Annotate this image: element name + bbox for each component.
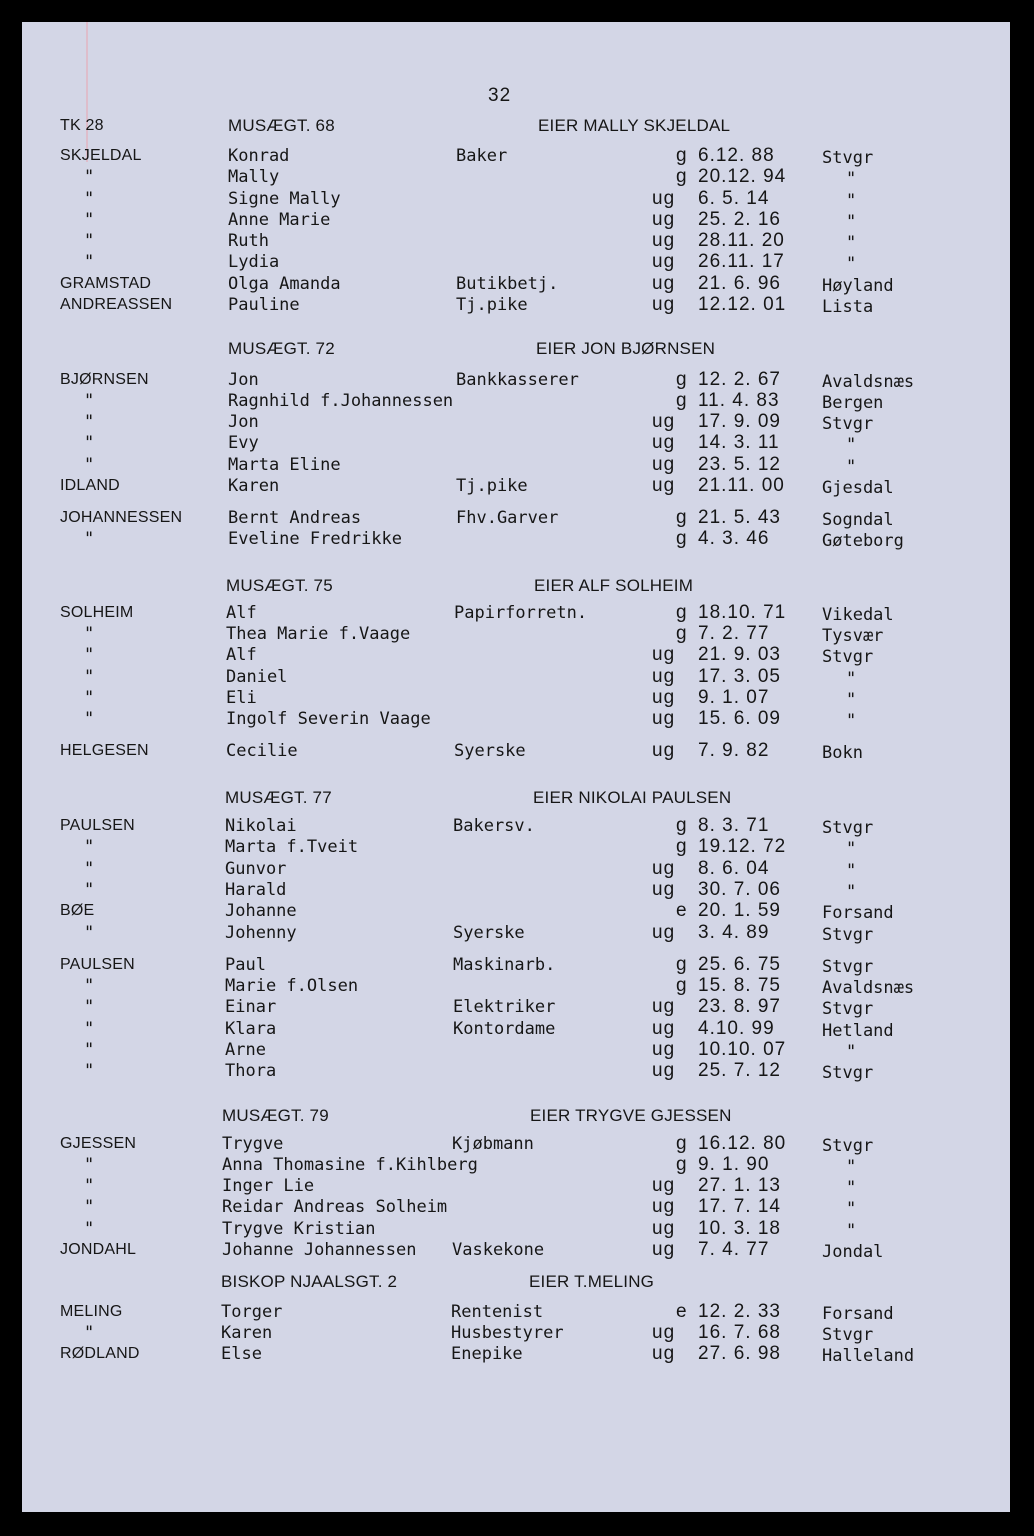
birthplace: Stvgr	[822, 999, 874, 1019]
birthplace: "	[846, 191, 857, 211]
surname: MELING	[60, 1303, 123, 1320]
given-name: Gunvor	[225, 859, 287, 879]
marital-status: ug	[652, 996, 676, 1017]
birth-date: 6. 5. 14	[698, 188, 770, 209]
birthplace: "	[846, 1178, 857, 1198]
given-name: Johanne	[225, 901, 297, 921]
marital-status: g	[676, 975, 688, 996]
birth-date: 12.12. 01	[698, 294, 787, 315]
owner-heading: EIER NIKOLAI PAULSEN	[533, 788, 732, 807]
birthplace: Stvgr	[822, 647, 874, 667]
given-name: Anne Marie	[228, 210, 331, 230]
given-name: Einar	[225, 997, 277, 1017]
birthplace: Lista	[822, 297, 874, 317]
surname: "	[84, 455, 95, 475]
surname: "	[84, 412, 95, 432]
birthplace: Tysvær	[822, 626, 884, 646]
birthplace: Stvgr	[822, 1325, 874, 1345]
marital-status: ug	[652, 644, 676, 665]
birthplace: Avaldsnæs	[822, 978, 915, 998]
owner-heading: EIER MALLY SKJELDAL	[538, 116, 731, 135]
birthplace: Vikedal	[822, 605, 894, 625]
birth-date: 21. 5. 43	[698, 507, 781, 528]
surname: "	[84, 688, 95, 708]
surname: "	[84, 1019, 95, 1039]
marital-status: ug	[652, 475, 676, 496]
occupation: Maskinarb.	[453, 955, 556, 975]
marital-status: g	[676, 815, 688, 836]
given-name: Jon	[228, 370, 259, 390]
birthplace: "	[846, 457, 857, 477]
marital-status: g	[676, 836, 688, 857]
marital-status: ug	[652, 411, 676, 432]
birth-date: 26.11. 17	[698, 251, 785, 272]
birth-date: 20. 1. 59	[698, 900, 781, 921]
owner-heading: EIER T.MELING	[529, 1272, 655, 1291]
birthplace: Stvgr	[822, 818, 874, 838]
given-name: Ruth	[228, 231, 269, 251]
birth-date: 7. 9. 82	[698, 740, 770, 761]
given-name: Pauline	[228, 295, 300, 315]
birthplace: Stvgr	[822, 414, 874, 434]
given-name: Harald	[225, 880, 287, 900]
given-name: Karen	[228, 476, 280, 496]
address-heading: MUSÆGT. 75	[226, 576, 333, 595]
marital-status: ug	[652, 879, 676, 900]
occupation: Fhv.Garver	[456, 508, 559, 528]
surname: PAULSEN	[60, 956, 135, 973]
birthplace: Stvgr	[822, 148, 874, 168]
birthplace: Bokn	[822, 743, 863, 763]
given-name: Johanne Johannessen	[222, 1240, 417, 1260]
marital-status: ug	[652, 432, 676, 453]
surname: "	[84, 1197, 95, 1217]
surname: "	[84, 252, 95, 272]
marital-status: ug	[652, 1218, 676, 1239]
given-name: Alf	[226, 645, 257, 665]
occupation: Bankkasserer	[456, 370, 579, 390]
given-name: Marta Eline	[228, 455, 341, 475]
surname: IDLAND	[60, 477, 120, 494]
marital-status: g	[676, 1133, 688, 1154]
birth-date: 17. 7. 14	[698, 1196, 781, 1217]
birthplace: Stvgr	[822, 957, 874, 977]
marital-status: e	[676, 1301, 688, 1322]
surname: BØE	[60, 902, 95, 919]
marital-status: ug	[652, 1322, 676, 1343]
surname: SKJELDAL	[60, 147, 142, 164]
given-name: Marta f.Tveit	[225, 837, 359, 857]
birth-date: 21. 9. 03	[698, 644, 781, 665]
birth-date: 17. 9. 09	[698, 411, 781, 432]
given-name: Karen	[221, 1323, 273, 1343]
marital-status: ug	[652, 188, 676, 209]
birth-date: 7. 2. 77	[698, 623, 770, 644]
surname: "	[84, 645, 95, 665]
birth-date: 7. 4. 77	[698, 1239, 770, 1260]
surname: "	[84, 1219, 95, 1239]
marital-status: g	[676, 166, 688, 187]
given-name: Thora	[225, 1061, 277, 1081]
owner-heading: EIER TRYGVE GJESSEN	[530, 1106, 732, 1125]
document-page	[22, 22, 1010, 1512]
birth-date: 27. 6. 98	[698, 1343, 781, 1364]
surname: JOHANNESSEN	[60, 509, 183, 526]
surname: "	[84, 433, 95, 453]
birth-date: 10. 3. 18	[698, 1218, 781, 1239]
given-name: Reidar Andreas Solheim	[222, 1197, 448, 1217]
birth-date: 21. 6. 96	[698, 273, 781, 294]
surname: "	[84, 997, 95, 1017]
birth-date: 12. 2. 33	[698, 1301, 781, 1322]
given-name: Anna Thomasine f.Kihlberg	[222, 1155, 478, 1175]
marital-status: ug	[652, 858, 676, 879]
page-number: 32	[488, 85, 512, 106]
occupation: Bakersv.	[453, 816, 535, 836]
marital-status: ug	[652, 251, 676, 272]
given-name: Bernt Andreas	[228, 508, 362, 528]
birthplace: "	[846, 1221, 857, 1241]
birthplace: Bergen	[822, 393, 884, 413]
birthplace: Forsand	[822, 1304, 894, 1324]
given-name: Trygve	[222, 1134, 284, 1154]
given-name: Trygve Kristian	[222, 1219, 376, 1239]
surname: "	[84, 837, 95, 857]
birth-date: 6.12. 88	[698, 145, 775, 166]
surname: "	[84, 1323, 95, 1343]
birthplace: "	[846, 254, 857, 274]
given-name: Nikolai	[225, 816, 297, 836]
surname: "	[84, 624, 95, 644]
occupation: Butikbetj.	[456, 274, 559, 294]
occupation: Papirforretn.	[454, 603, 588, 623]
birth-date: 15. 6. 09	[698, 708, 781, 729]
birthplace: Avaldsnæs	[822, 372, 915, 392]
surname: "	[84, 667, 95, 687]
birth-date: 23. 8. 97	[698, 996, 781, 1017]
marital-status: g	[676, 507, 688, 528]
given-name: Torger	[221, 1302, 283, 1322]
birthplace: Gjesdal	[822, 478, 894, 498]
surname: GRAMSTAD	[60, 275, 152, 292]
surname: ANDREASSEN	[60, 296, 173, 313]
given-name: Inger Lie	[222, 1176, 315, 1196]
margin-rule	[86, 22, 88, 162]
birth-date: 16.12. 80	[698, 1133, 787, 1154]
marital-status: ug	[652, 209, 676, 230]
given-name: Else	[221, 1344, 262, 1364]
surname: RØDLAND	[60, 1345, 140, 1362]
surname: "	[84, 189, 95, 209]
given-name: Lydia	[228, 252, 280, 272]
birth-date: 11. 4. 83	[698, 390, 780, 411]
occupation: Syerske	[454, 741, 526, 761]
birth-date: 9. 1. 90	[698, 1154, 770, 1175]
surname: SOLHEIM	[60, 604, 134, 621]
birthplace: Stvgr	[822, 1136, 874, 1156]
given-name: Olga Amanda	[228, 274, 341, 294]
given-name: Jon	[228, 412, 259, 432]
occupation: Tj.pike	[456, 476, 528, 496]
occupation: Rentenist	[451, 1302, 544, 1322]
given-name: Ragnhild f.Johannessen	[228, 391, 454, 411]
marital-status: ug	[652, 294, 676, 315]
given-name: Cecilie	[226, 741, 298, 761]
surname: BJØRNSEN	[60, 371, 149, 388]
birth-date: 30. 7. 06	[698, 879, 781, 900]
marital-status: ug	[652, 666, 676, 687]
birth-date: 16. 7. 68	[698, 1322, 781, 1343]
marital-status: e	[676, 900, 688, 921]
marital-status: ug	[652, 1196, 676, 1217]
owner-heading: EIER JON BJØRNSEN	[536, 339, 716, 358]
birthplace: Jondal	[822, 1242, 884, 1262]
birthplace: "	[846, 861, 857, 881]
birth-date: 25. 7. 12	[698, 1060, 781, 1081]
birth-date: 23. 5. 12	[698, 454, 781, 475]
marital-status: ug	[652, 1060, 676, 1081]
address-heading: MUSÆGT. 68	[228, 116, 335, 135]
birthplace: "	[846, 1157, 857, 1177]
given-name: Thea Marie f.Vaage	[226, 624, 411, 644]
birth-date: 25. 6. 75	[698, 954, 781, 975]
birthplace: Stvgr	[822, 1063, 874, 1083]
birthplace: Hetland	[822, 1021, 894, 1041]
address-heading: BISKOP NJAALSGT. 2	[221, 1272, 398, 1291]
birthplace: Gøteborg	[822, 531, 904, 551]
given-name: Klara	[225, 1019, 277, 1039]
given-name: Johenny	[225, 923, 297, 943]
birthplace: "	[846, 212, 857, 232]
birthplace: "	[846, 169, 857, 189]
given-name: Eveline Fredrikke	[228, 529, 402, 549]
birth-date: 25. 2. 16	[698, 209, 781, 230]
birth-date: 14. 3. 11	[698, 432, 780, 453]
marital-status: ug	[652, 273, 676, 294]
marital-status: g	[676, 390, 688, 411]
occupation: Tj.pike	[456, 295, 528, 315]
birth-date: 27. 1. 13	[698, 1175, 781, 1196]
marital-status: g	[676, 954, 688, 975]
birth-date: 21.11. 00	[698, 475, 785, 496]
address-heading: MUSÆGT. 79	[222, 1106, 329, 1125]
birthplace: "	[846, 1042, 857, 1062]
marital-status: ug	[652, 740, 676, 761]
birth-date: 10.10. 07	[698, 1039, 787, 1060]
marital-status: ug	[652, 454, 676, 475]
birth-date: 3. 4. 89	[698, 922, 770, 943]
occupation: Baker	[456, 146, 508, 166]
given-name: Marie f.Olsen	[225, 976, 359, 996]
occupation: Enepike	[451, 1344, 523, 1364]
birth-date: 19.12. 72	[698, 836, 787, 857]
given-name: Daniel	[226, 667, 288, 687]
marital-status: ug	[652, 1239, 676, 1260]
given-name: Konrad	[228, 146, 290, 166]
surname: "	[84, 880, 95, 900]
birth-date: 20.12. 94	[698, 166, 787, 187]
given-name: Mally	[228, 167, 280, 187]
surname: "	[84, 1040, 95, 1060]
given-name: Paul	[225, 955, 266, 975]
birthplace: "	[846, 1199, 857, 1219]
address-heading: MUSÆGT. 72	[228, 339, 335, 358]
birth-date: 28.11. 20	[698, 230, 785, 251]
birthplace: "	[846, 669, 857, 689]
given-name: Signe Mally	[228, 189, 341, 209]
given-name: Evy	[228, 433, 259, 453]
marital-status: g	[676, 602, 688, 623]
surname: "	[84, 859, 95, 879]
birthplace: "	[846, 839, 857, 859]
birth-date: 15. 8. 75	[698, 975, 781, 996]
surname: "	[84, 923, 95, 943]
birth-date: 4.10. 99	[698, 1018, 775, 1039]
address-heading: MUSÆGT. 77	[225, 788, 332, 807]
marital-status: ug	[652, 230, 676, 251]
birth-date: 18.10. 71	[698, 602, 787, 623]
birth-date: 17. 3. 05	[698, 666, 781, 687]
occupation: Syerske	[453, 923, 525, 943]
marital-status: ug	[652, 1175, 676, 1196]
surname: "	[84, 1176, 95, 1196]
given-name: Arne	[225, 1040, 266, 1060]
surname: GJESSEN	[60, 1135, 137, 1152]
birthplace: "	[846, 711, 857, 731]
given-name: Eli	[226, 688, 257, 708]
marital-status: g	[676, 145, 688, 166]
birth-date: 8. 3. 71	[698, 815, 770, 836]
surname: "	[84, 709, 95, 729]
birthplace: Sogndal	[822, 510, 894, 530]
birthplace: "	[846, 882, 857, 902]
birthplace: Forsand	[822, 903, 894, 923]
marital-status: g	[676, 623, 688, 644]
given-name: Ingolf Severin Vaage	[226, 709, 431, 729]
marital-status: ug	[652, 708, 676, 729]
surname: "	[84, 1061, 95, 1081]
surname: HELGESEN	[60, 742, 149, 759]
marital-status: ug	[652, 1018, 676, 1039]
birthplace: "	[846, 435, 857, 455]
marital-status: g	[676, 369, 688, 390]
district-label: TK 28	[60, 117, 104, 134]
birthplace: Halleland	[822, 1346, 915, 1366]
surname: "	[84, 167, 95, 187]
occupation: Husbestyrer	[451, 1323, 564, 1343]
surname: "	[84, 1155, 95, 1175]
marital-status: ug	[652, 922, 676, 943]
owner-heading: EIER ALF SOLHEIM	[534, 576, 694, 595]
marital-status: g	[676, 1154, 688, 1175]
birthplace: Høyland	[822, 276, 894, 296]
surname: "	[84, 210, 95, 230]
birthplace: "	[846, 690, 857, 710]
birth-date: 8. 6. 04	[698, 858, 770, 879]
birth-date: 12. 2. 67	[698, 369, 781, 390]
surname: "	[84, 976, 95, 996]
surname: "	[84, 529, 95, 549]
birth-date: 9. 1. 07	[698, 687, 770, 708]
occupation: Kjøbmann	[452, 1134, 534, 1154]
surname: PAULSEN	[60, 817, 135, 834]
given-name: Alf	[226, 603, 257, 623]
surname: "	[84, 391, 95, 411]
occupation: Vaskekone	[452, 1240, 545, 1260]
birthplace: Stvgr	[822, 925, 874, 945]
marital-status: ug	[652, 1039, 676, 1060]
occupation: Elektriker	[453, 997, 556, 1017]
birth-date: 4. 3. 46	[698, 528, 770, 549]
surname: "	[84, 231, 95, 251]
occupation: Kontordame	[453, 1019, 556, 1039]
marital-status: g	[676, 528, 688, 549]
surname: JONDAHL	[60, 1241, 137, 1258]
marital-status: ug	[652, 687, 676, 708]
marital-status: ug	[652, 1343, 676, 1364]
birthplace: "	[846, 233, 857, 253]
